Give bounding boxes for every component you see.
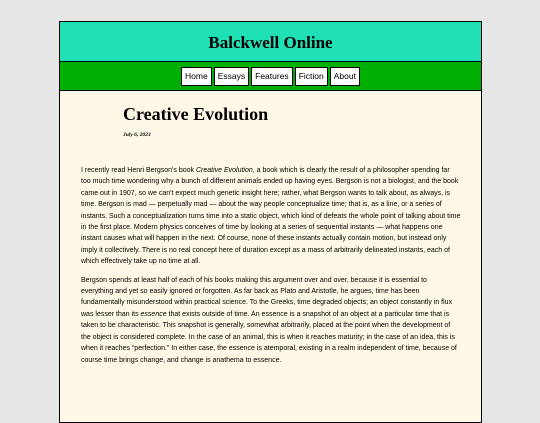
- essence-emphasis: essence: [140, 310, 167, 318]
- nav-bar: [60, 62, 481, 91]
- paragraph-1-text-b: , a book which is clearly the result of a philosopher spending far too much time wondering why a bunch of different animals ended up having eyes. Bergson is not a biologist, and the book came out in 1907, so we can't expect much genetic insight here; rather, what Bergson wants to talk about, as always, is time. Bergson is mad — perpetually mad — about the way people conceptualize time; that is, as a line, or a series of instants. Such a conceptualization turns time into a static object, which kind of defeats the whole point of talking about time in the first place. Modern physics conceives of time by looking at a series of sequential instants — what happens one instant causes what will happen in the next. Of course, none of these instants actually contain motion, but instead only imply it collectively. There is no real concept here of duration except as a mass of arbitrarily delineated instants, each of which effectively take up no time at all.: [81, 167, 461, 266]
- article-title: Creative Evolution: [123, 104, 269, 124]
- nav-home[interactable]: Home: [181, 67, 212, 86]
- paragraph-1: [81, 165, 461, 268]
- paragraph-2-text-b: that exists outside of time. An essence is a snapshot of an object at a particular time that is taken to be characteristic. This snapshot is generally, somewhat arbitrarily, placed at the point when the development of the object is considered complete. In the case of an animal, this is when it reaches maturity; in the case of an idea, this is when it reaches “perfection.” In either case, the essence is atemporal, existing in a realm independent of time, because of course time brings change, and change is anathema to essence.: [81, 310, 457, 364]
- site-title[interactable]: Balckwell Online: [208, 32, 333, 52]
- nav-features[interactable]: Features: [251, 67, 293, 86]
- nav-essays[interactable]: Essays: [214, 67, 249, 86]
- nav-about[interactable]: About: [330, 67, 360, 86]
- nav-fiction[interactable]: Fiction: [295, 67, 328, 86]
- paragraph-2: [81, 275, 461, 366]
- article-date: July 6, 2023: [123, 132, 151, 138]
- site-header: [60, 22, 481, 62]
- paragraph-2-text-a: Bergson spends at least half of each of his books making this argument over and over, because it is essential to everything and yet so easily ignored or forgotten. As far back as Plato and Aristotle, he argues, time has been fundamentally misunderstood within practical science. To the Greeks, time degraded objects; an object constantly in flux was lesser than its: [81, 276, 453, 318]
- page: [59, 21, 482, 423]
- article: [60, 91, 481, 366]
- book-title-emphasis: Creative Evolution: [195, 167, 253, 174]
- paragraph-1-text-a: I recently read Henri Bergson's book: [81, 167, 196, 174]
